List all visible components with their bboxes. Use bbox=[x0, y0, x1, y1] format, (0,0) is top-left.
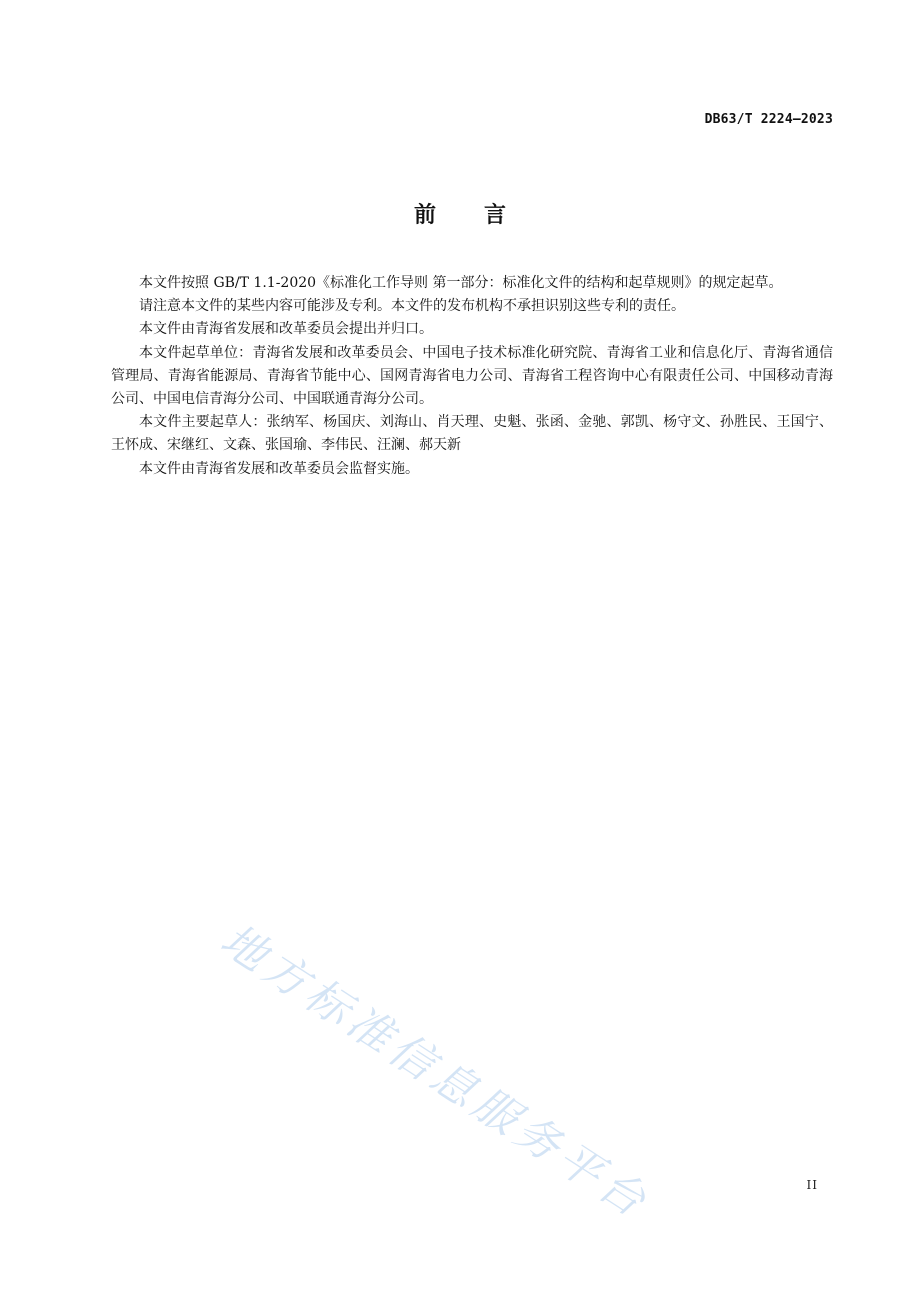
paragraph-patent-notice: 请注意本文件的某些内容可能涉及专利。本文件的发布机构不承担识别这些专利的责任。 bbox=[139, 298, 685, 315]
foreword-body bbox=[111, 272, 833, 481]
paragraph-drafting-basis: 本文件按照 GB/T 1.1-2020《标准化工作导则 第一部分：标准化文件的结构和起草规则》的规定起草。 bbox=[139, 275, 783, 291]
page-title: 前言 bbox=[413, 203, 554, 228]
paragraph-drafting-units: 本文件起草单位：青海省发展和改革委员会、中国电子技术标准化研究院、青海省工业和信息化厅、青海省通信管理局、青海省能源局、青海省节能中心、国网青海省电力公司、青海省工程咨询中心有限责任公司、中国移动青海公司、中国电信青海分公司、中国联通青海分公司。 bbox=[111, 344, 833, 408]
paragraph-proposer: 本文件由青海省发展和改革委员会提出并归口。 bbox=[139, 321, 433, 338]
paragraph-drafters: 本文件主要起草人：张纳军、杨国庆、刘海山、肖天理、史魁、张函、金驰、郭凯、杨守文、孙胜民、王国宁、王怀成、宋继红、文森、张国瑜、李伟民、汪澜、郝天新 bbox=[111, 414, 833, 454]
watermark-text: 地方标准信息服务平台 bbox=[211, 914, 659, 1230]
document-code: DB63/T 2224—2023 bbox=[704, 112, 833, 127]
paragraph-supervision: 本文件由青海省发展和改革委员会监督实施。 bbox=[139, 460, 419, 477]
page-number: II bbox=[806, 1178, 818, 1192]
